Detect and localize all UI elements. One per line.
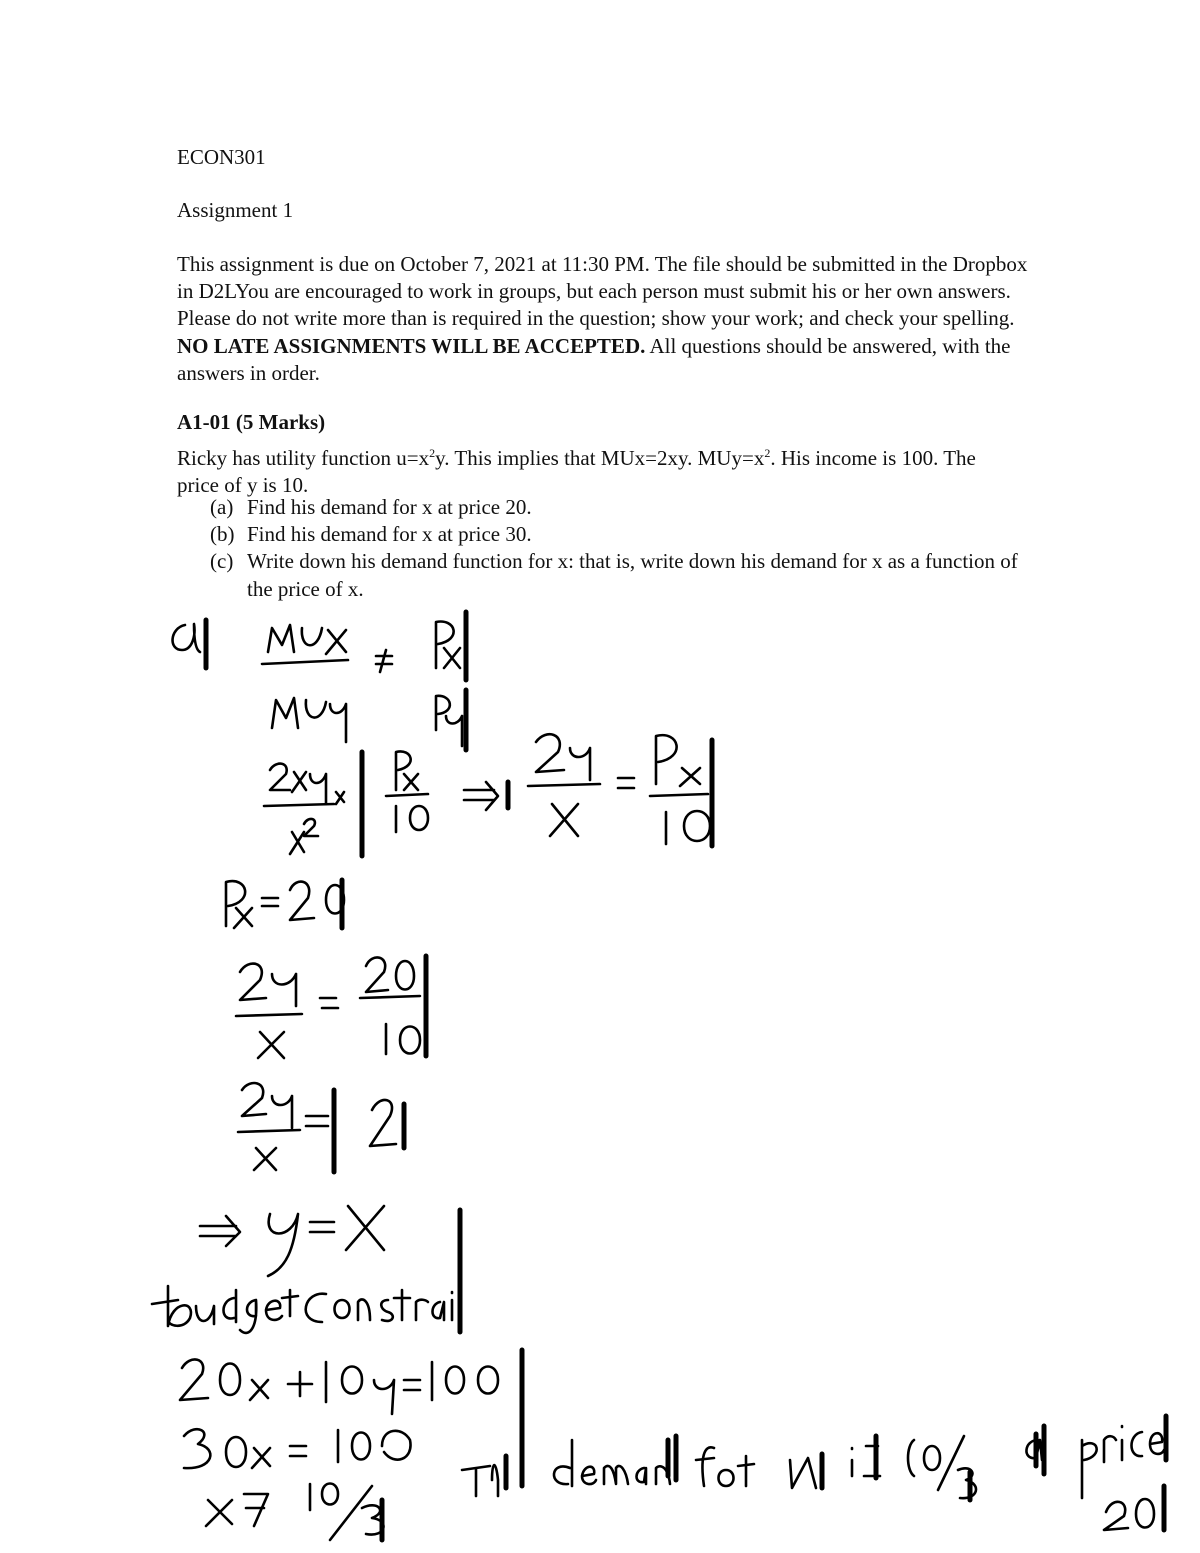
question-text-1: Ricky has utility function u=x [177, 446, 430, 470]
hw-line-substitution [264, 734, 712, 856]
item-text: Write down his demand function for x: that is, write down his demand for x as a function of the price of x. [247, 549, 1018, 601]
instructions-text: This assignment is due on October 7, 2021 at 11:30 PM. The file should be submitted in the Dropbox in D2LYou are encouraged to work in groups, but each person must submit his or her own answers. Please do not write more than is required in the question; show your work; and check your spelling. [177, 252, 1028, 331]
course-code: ECON301 [177, 145, 266, 169]
question-heading: A1-01 (5 Marks) [177, 410, 326, 434]
item-label: (a) [210, 495, 234, 519]
hw-line-x-eq-10-3 [206, 1484, 383, 1541]
hw-line-conclusion [462, 1416, 1166, 1530]
assignment-title: Assignment 1 [177, 198, 294, 222]
instructions-text-end: All questions should be answered, with the answers in order. [177, 333, 1011, 385]
question-text-3: . His income is 100. The price of y is 10. [177, 446, 976, 498]
hw-line-y-eq-x [200, 1206, 460, 1332]
hw-line-2y-over-x-eq-20-over-10 [236, 956, 426, 1058]
superscript-1: 2 [429, 446, 436, 460]
item-text: Find his demand for x at price 20. [247, 495, 532, 519]
hw-line-30x [184, 1429, 411, 1468]
question-text-2: y. This implies that MUx=2xy. MUy=x [435, 446, 765, 470]
item-label: (c) [210, 549, 234, 574]
hw-line-px-20 [226, 880, 344, 928]
superscript-2: 2 [764, 446, 771, 460]
item-text: Find his demand for x at price 30. [247, 522, 532, 547]
hw-line-part-a-mrs [173, 612, 466, 750]
late-policy-warning: NO LATE ASSIGNMENTS WILL BE ACCEPTED. [177, 333, 646, 358]
hw-line-2y-over-x-eq-2 [238, 1083, 404, 1172]
hw-line-budget-constraint [152, 1286, 452, 1333]
item-label: (b) [210, 522, 235, 547]
